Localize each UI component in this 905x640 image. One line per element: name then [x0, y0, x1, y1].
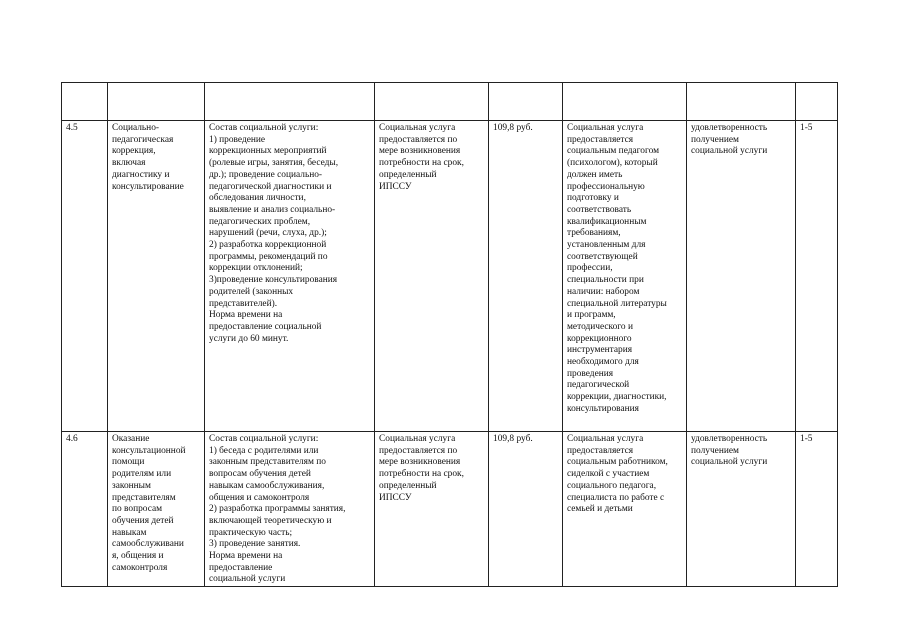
service-number-cell — [62, 121, 108, 432]
service-term: Социальная услуга предоставляется по мере возникновения потребности на срок, определенный ИПССУ — [379, 434, 464, 503]
service-content: Состав социальной услуги: 1) проведение коррекционных мероприятий (ролевые игры, занятия, беседы, др.); проведение социально- педагогической диагностики и обследования личности, выявление и анализ социально- педагогических проблем, нарушений (речи, слуха, др.); 2) разработка коррекционной программы, рекомендаций по коррекции отклонений; 3)проведение консультирования родителей (законных представителей). Норма времени на предоставление социальной услуги до 60 минут. — [209, 123, 339, 344]
service-term-cell — [375, 432, 489, 587]
service-quality-cell — [796, 121, 838, 432]
service-price-cell — [489, 432, 563, 587]
header-cell-indicators — [687, 83, 796, 121]
table-row — [62, 432, 838, 587]
service-name-cell — [108, 121, 205, 432]
service-content-cell — [205, 432, 375, 587]
service-term: Социальная услуга предоставляется по мере возникновения потребности на срок, определенный ИПССУ — [379, 123, 464, 192]
service-indicators-cell — [687, 121, 796, 432]
header-cell-price — [489, 83, 563, 121]
service-quality-cell — [796, 432, 838, 587]
service-content-cell — [205, 121, 375, 432]
service-number-cell — [62, 432, 108, 587]
service-term-cell — [375, 121, 489, 432]
service-name-cell — [108, 432, 205, 587]
service-price: 109,8 руб. — [493, 123, 533, 133]
service-conditions-cell — [563, 121, 687, 432]
service-conditions-cell — [563, 432, 687, 587]
service-quality: 1-5 — [800, 123, 813, 133]
header-cell-conditions — [563, 83, 687, 121]
table-row — [62, 121, 838, 432]
header-cell-term — [375, 83, 489, 121]
header-cell-quality — [796, 83, 838, 121]
service-price: 109,8 руб. — [493, 434, 533, 444]
service-conditions: Социальная услуга предоставляется социальным педагогом (психологом), который должен иметь профессиональную подготовку и соответствовать квалификационным требованиям, установленным для соответствующей профессии, специальности при наличии: набором специальной литературы и программ, методического и коррекционного инструментария необходимого для проведения педагогической коррекции, диагностики, консультирования — [567, 123, 667, 414]
social-services-table — [61, 82, 838, 587]
service-content: Состав социальной услуги: 1) беседа с родителями или законным представителям по вопросам обучения детей навыкам самообслуживания, общения и самоконтроля 2) разработка программы занятия, включающей теоретическую и практическую часть; 3) проведение занятия. Норма времени на предоставление социальной услуги — [209, 434, 346, 585]
service-indicators: удовлетворенность получением социальной услуги — [691, 123, 768, 157]
service-indicators-cell — [687, 432, 796, 587]
table-header-row — [62, 83, 838, 121]
service-number: 4.6 — [66, 434, 78, 444]
service-indicators: удовлетворенность получением социальной услуги — [691, 434, 768, 468]
service-price-cell — [489, 121, 563, 432]
service-number: 4.5 — [66, 123, 78, 133]
service-conditions: Социальная услуга предоставляется социальным работником, сиделкой с участием социального педагога, специалиста по работе с семьей и детьми — [567, 434, 668, 515]
service-name: Оказание консультационной помощи родителям или законным представителям по вопросам обучения детей навыкам самообслуживани я, общения и самоконтроля — [112, 434, 186, 573]
header-cell-name — [108, 83, 205, 121]
header-cell-content — [205, 83, 375, 121]
service-name: Социально- педагогическая коррекция, включая диагностику и консультирование — [112, 123, 184, 192]
service-quality: 1-5 — [800, 434, 813, 444]
header-cell-number — [62, 83, 108, 121]
